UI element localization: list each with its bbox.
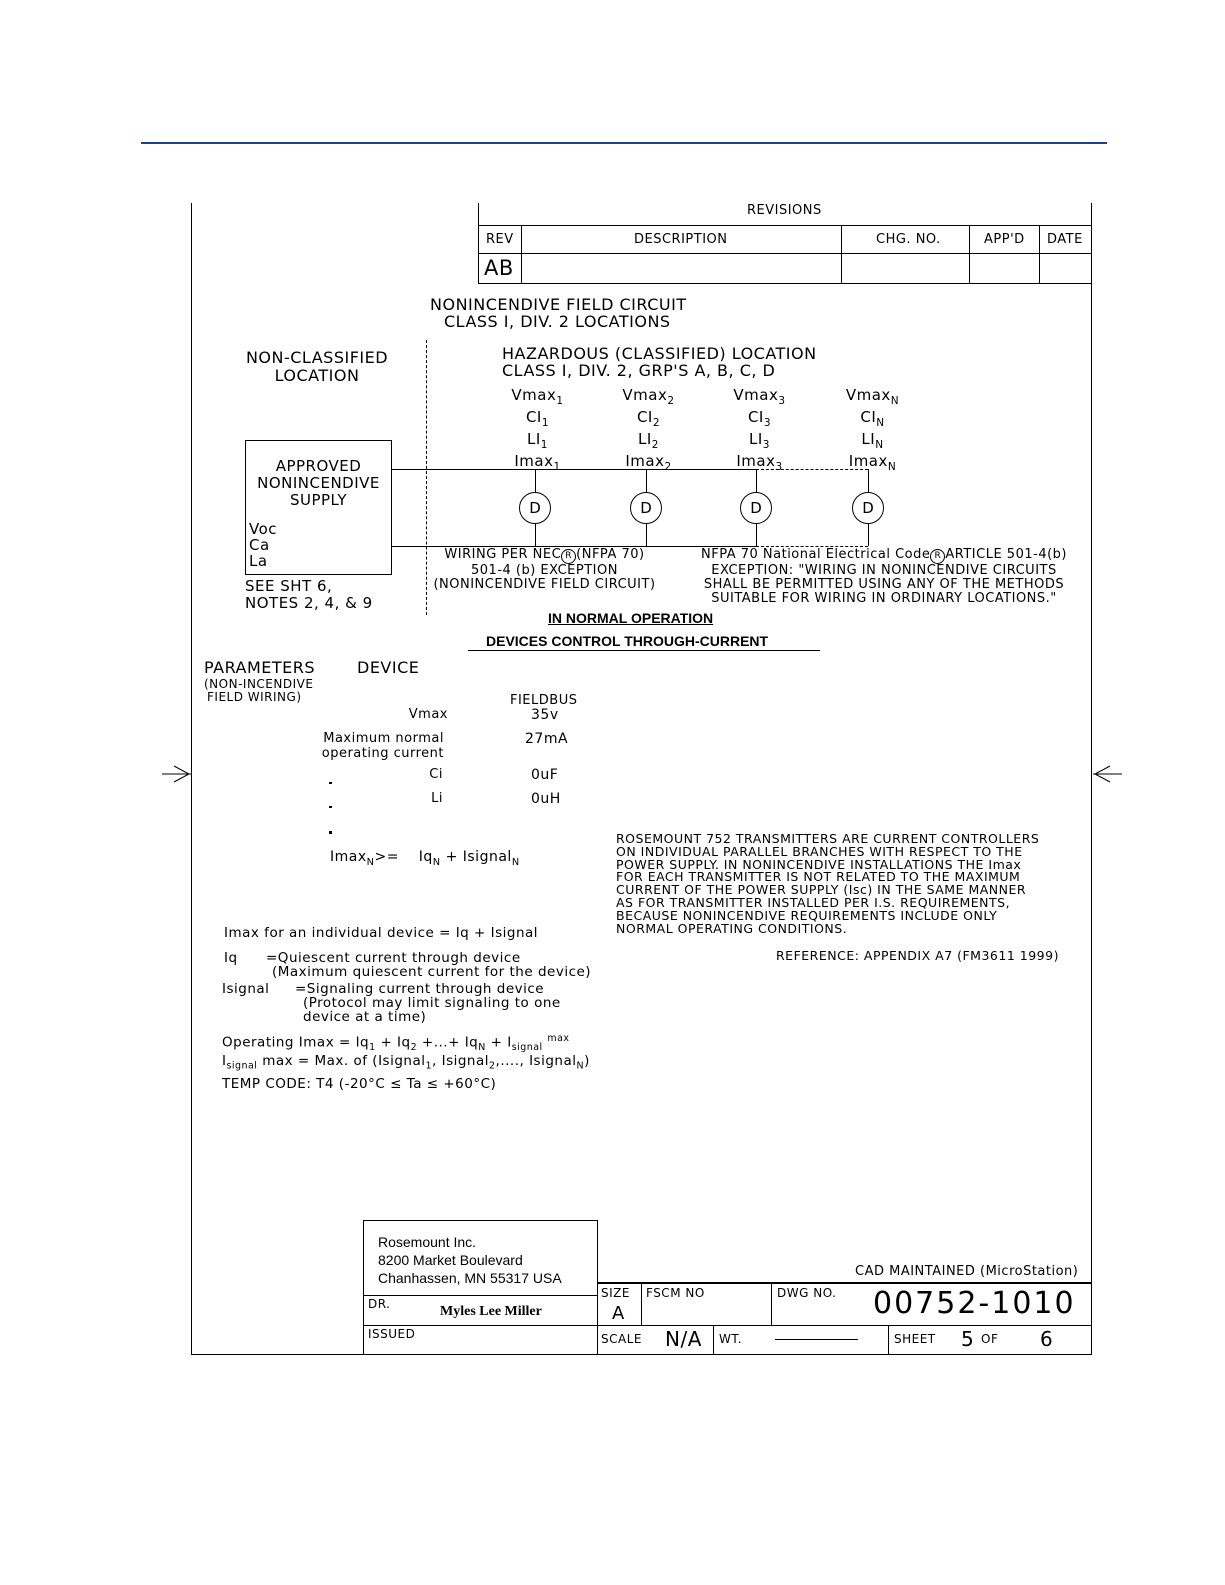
device-3: D — [740, 492, 772, 524]
params-device: DEVICE — [357, 658, 420, 677]
description-header: DESCRIPTION — [634, 232, 728, 247]
device-1: D — [519, 492, 551, 524]
reference: REFERENCE: APPENDIX A7 (FM3611 1999) — [776, 948, 1059, 963]
param-label-current: Maximum normal operating current — [321, 731, 444, 761]
of-value: 6 — [1040, 1327, 1054, 1351]
left-arrow-icon — [162, 764, 192, 784]
param-value-current: 27mA — [525, 731, 569, 747]
nonclassified-label: NON-CLASSIFIED LOCATION — [245, 348, 389, 385]
imax-formula: Imax$_N$>= $Iq_N$ + Isignal$_N$ — [330, 849, 520, 868]
param-value-ci: 0uF — [531, 767, 559, 783]
scale-label: SCALE — [601, 1332, 642, 1346]
bullet-dot — [329, 806, 332, 808]
device-n: D — [852, 492, 884, 524]
dwg-label: DWG NO. — [777, 1286, 837, 1300]
wt-line — [775, 1339, 858, 1340]
temp-code: TEMP CODE: T4 (-20°C ≤ Ta ≤ +60°C) — [222, 1076, 497, 1092]
heading-normal-operation: IN NORMAL OPERATION — [548, 610, 714, 626]
iq-def2: (Maximum quiescent current for the device) — [272, 964, 592, 980]
hazardous-line2: CLASS I, DIV. 2, GRP'S A, B, C, D — [502, 361, 776, 380]
imax-individual: Imax for an individual device = Iq + Isignal — [224, 925, 539, 941]
isignal-def3: device at a time) — [303, 1009, 427, 1025]
device-params-2: Vmax$_2$ $CI_2$ $LI_2$ Imax$_2$ — [622, 386, 675, 473]
appd-header: APP'D — [984, 232, 1025, 247]
rev-value: AB — [484, 256, 514, 280]
sheet-value: 5 — [961, 1327, 975, 1351]
iq-label: Iq — [224, 950, 238, 966]
device-2: D — [630, 492, 662, 524]
size-label: SIZE — [601, 1286, 630, 1300]
circuit-title-line1: NONINCENDIVE FIELD CIRCUIT — [430, 295, 687, 314]
revisions-title: REVISIONS — [747, 203, 822, 218]
bullet-dot — [329, 831, 332, 834]
dwg-number: 00752-1010 — [873, 1286, 1076, 1321]
header-rule — [141, 142, 1107, 144]
params-title: PARAMETERS — [204, 658, 316, 677]
size-value: A — [612, 1303, 625, 1324]
heading-devices-control: DEVICES CONTROL THROUGH-CURRENT — [486, 633, 769, 649]
operating-imax: Operating $Imax = Iq_1 + Iq_2$ +...+ $Iq_N + I_{signal}$ $^{max}$ — [222, 1033, 570, 1054]
param-label-li: Li — [431, 791, 443, 806]
device-params-3: Vmax$_3$ $CI_3$ $LI_3$ Imax$_3$ — [733, 386, 786, 473]
company-address: Rosemount Inc. 8200 Market Boulevard Chanhassen, MN 55317 USA — [378, 1234, 562, 1286]
circuit-title-line2: CLASS I, DIV. 2 LOCATIONS — [444, 312, 671, 331]
device-params-n: Vmax$_N$ $CI_N$ $LI_N$ Imax$_N$ — [845, 386, 900, 473]
wiring-note: WIRING PER NEC R (NFPA 70) 501-4 (b) EXCEPTION (NONINCENDIVE FIELD CIRCUIT) — [433, 547, 656, 592]
fscm-label: FSCM NO — [646, 1286, 705, 1300]
params-sub: (NON-INCENDIVE FIELD WIRING) — [204, 677, 314, 704]
registered-icon: R — [561, 549, 576, 564]
device-params-1: Vmax$_1$ $CI_1$ $LI_1$ Imax$_1$ — [511, 386, 564, 473]
fieldbus-header: FIELDBUS — [510, 693, 578, 708]
drawn-by-signature: Myles Lee Miller — [440, 1304, 542, 1319]
isignal-def: =Signaling current through device — [295, 981, 545, 997]
date-header: DATE — [1047, 232, 1083, 247]
wt-label: WT. — [719, 1332, 743, 1346]
nfpa-note: NFPA 70 National Electrical Code R ARTICLE 501-4(b) EXCEPTION: "WIRING IN NONINCENDIVE CIRCUITS SHALL BE PERMITTED USING ANY OF THE METHODS SUITABLE FOR WIRING IN ORDINARY LOCATIONS." — [701, 547, 1067, 606]
hazardous-line1: HAZARDOUS (CLASSIFIED) LOCATION — [502, 344, 817, 363]
isignal-label: Isignal — [222, 981, 270, 997]
registered-icon: R — [930, 549, 945, 564]
param-label-vmax: Vmax — [408, 707, 448, 722]
rosemount-note: ROSEMOUNT 752 TRANSMITTERS ARE CURRENT CONTROLLERS ON INDIVIDUAL PARALLEL BRANCHES WITH RESPECT TO THE POWER SUPPLY. IN NONINCENDIVE INSTALLATIONS THE Imax FOR EACH TRANSMITTER IS NOT RELATED TO THE MAXIMUM CURRENT OF THE POWER SUPPLY (Isc) IN THE SAME MANNER AS FOR TRANSMITTER INSTALLED PER I.S. REQUIREMENTS, BECAUSE NONINCENDIVE REQUIREMENTS INCLUDE ONLY NORMAL OPERATING CONDITIONS. — [616, 831, 1040, 936]
bullet-dot — [329, 782, 332, 784]
rev-header: REV — [486, 232, 514, 247]
isignal-max: $I_{signal}$ max = Max. of (Isignal$_1$, Isignal$_2$,...., Isignal$_N$) — [222, 1053, 590, 1072]
issued-label: ISSUED — [368, 1327, 416, 1341]
sheet-label: SHEET — [894, 1332, 936, 1346]
param-label-ci: Ci — [429, 767, 443, 782]
scale-value: N/A — [665, 1327, 702, 1351]
isignal-def2: (Protocol may limit signaling to one — [303, 995, 561, 1011]
chg-no-header: CHG. NO. — [876, 232, 941, 247]
heading-underline — [468, 650, 820, 651]
cad-maintained: CAD MAINTAINED (MicroStation) — [855, 1264, 1079, 1279]
param-value-li: 0uH — [531, 791, 561, 807]
iq-def: =Quiescent current through device — [266, 950, 521, 966]
right-arrow-icon — [1092, 764, 1122, 784]
see-notes: SEE SHT 6, NOTES 2, 4, & 9 — [245, 577, 373, 612]
frame-bottom — [191, 1354, 1092, 1355]
dr-label: DR. — [368, 1297, 391, 1311]
approved-supply-box: APPROVED NONINCENDIVE SUPPLY Voc Ca La — [245, 440, 392, 575]
param-value-vmax: 35v — [531, 707, 559, 723]
of-label: OF — [981, 1332, 999, 1346]
